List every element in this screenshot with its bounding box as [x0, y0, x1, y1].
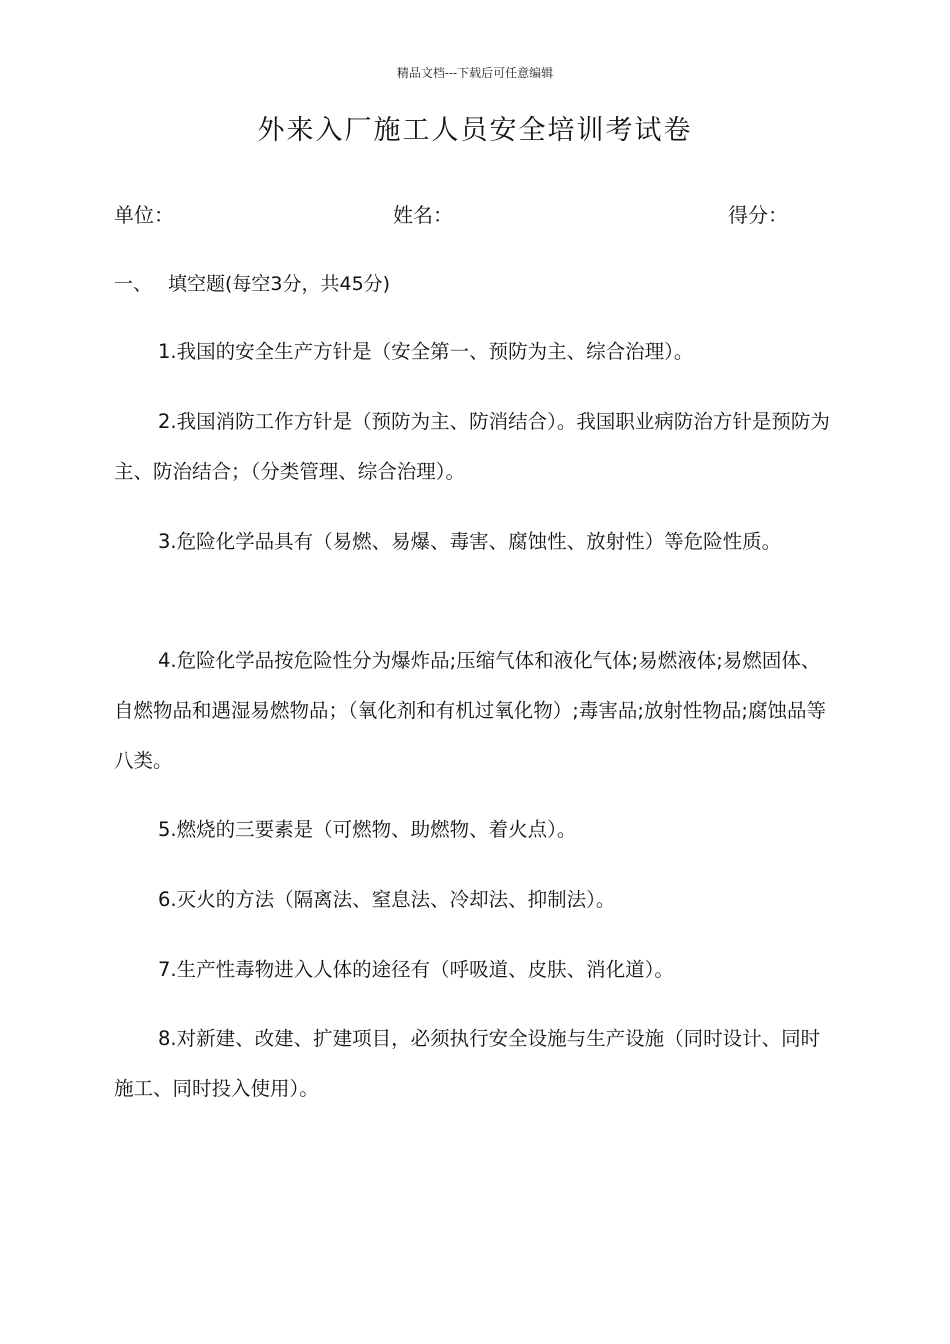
- question-2: 2.我国消防工作方针是（预防为主、防消结合）。我国职业病防治方针是预防为主、防治结合；（分类管理、综合治理）。: [114, 410, 830, 483]
- question-1: 1.我国的安全生产方针是（安全第一、预防为主、综合治理）。: [158, 340, 694, 363]
- question-5: 5.燃烧的三要素是（可燃物、助燃物、着火点）。: [158, 818, 577, 841]
- unit-label: 单位：: [114, 203, 174, 227]
- question-7: 7.生产性毒物进入人体的途径有（呼吸道、皮肤、消化道）。: [158, 958, 674, 981]
- question-3: 3.危险化学品具有（易燃、易爆、毒害、腐蚀性、放射性）等危险性质。: [158, 530, 782, 553]
- page-title: 外来入厂施工人员安全培训考试卷: [257, 115, 693, 146]
- question-6: 6.灭火的方法（隔离法、窒息法、冷却法、抑制法）。: [158, 888, 616, 911]
- question-8: 8.对新建、改建、扩建项目，必须执行安全设施与生产设施（同时设计、同时施工、同时投入使用）。: [114, 1027, 821, 1100]
- info-row: [114, 199, 814, 229]
- section-title: 填空题(每空3分，共45分): [168, 273, 391, 295]
- name-label: 姓名：: [393, 203, 453, 227]
- header-note: 精品文档---下载后可任意编辑: [396, 66, 554, 80]
- section-heading: [114, 269, 390, 296]
- section-number: 一、: [114, 273, 153, 295]
- score-label: 得分：: [728, 203, 788, 227]
- question-4: 4.危险化学品按危险性分为爆炸品;压缩气体和液化气体;易燃液体;易燃固体、自燃物品和遇湿易燃物品；（氧化剂和有机过氧化物）;毒害品;放射性物品;腐蚀品等八类。: [114, 649, 826, 772]
